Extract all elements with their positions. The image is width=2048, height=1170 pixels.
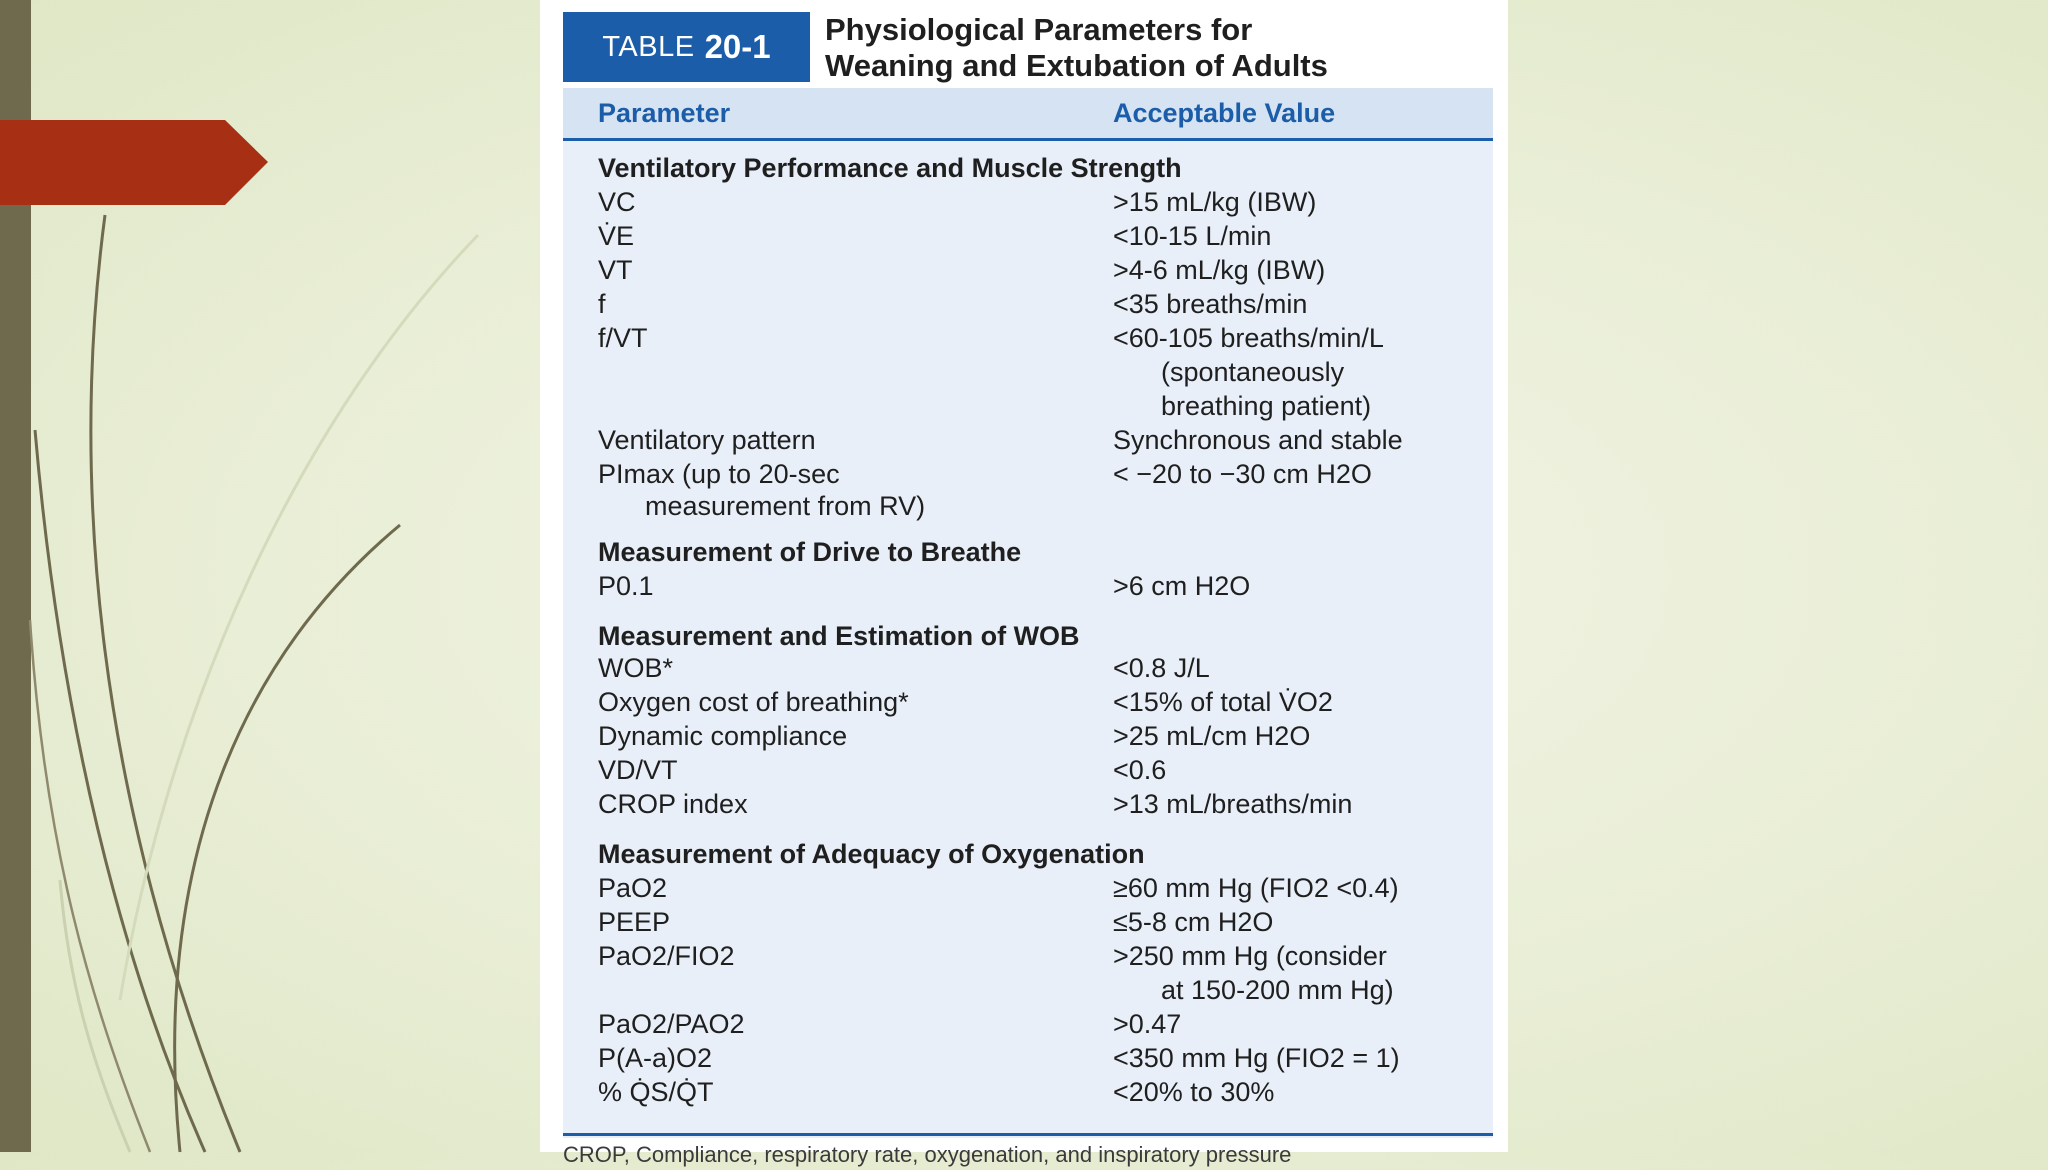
table-bottom-rule: [563, 1133, 1493, 1136]
section-heading: Measurement of Adequacy of Oxygenation: [598, 839, 1145, 869]
table-title-line-2: Weaning and Extubation of Adults: [825, 48, 1328, 83]
parameter-cell: PaO2: [598, 873, 668, 903]
value-cell: ≤5-8 cm H2O: [1113, 907, 1274, 937]
value-cell: >250 mm Hg (consider: [1113, 941, 1387, 971]
value-cell: >13 mL/breaths/min: [1113, 789, 1353, 819]
parameter-cell: P0.1: [598, 571, 654, 601]
column-header-row: [563, 88, 1493, 141]
table-tag-number: 20-1: [704, 28, 771, 65]
table-tag-word: TABLE: [602, 30, 695, 63]
table-number-badge: [563, 12, 810, 82]
section-heading: Ventilatory Performance and Muscle Strength: [598, 153, 1182, 183]
decorative-grass-strokes: [0, 0, 560, 1152]
value-cell: >25 mL/cm H2O: [1113, 721, 1311, 751]
parameter-cell: Ventilatory pattern: [598, 425, 816, 455]
value-cell: >15 mL/kg (IBW): [1113, 187, 1317, 217]
table-footnote: CROP, Compliance, respiratory rate, oxygenation, and inspiratory pressure: [563, 1142, 1292, 1167]
value-cell-continuation: at 150-200 mm Hg): [1161, 975, 1394, 1005]
value-cell: <20% to 30%: [1113, 1077, 1275, 1107]
value-cell: <35 breaths/min: [1113, 289, 1308, 319]
value-cell: >6 cm H2O: [1113, 571, 1251, 601]
parameter-cell: PaO2/FIO2: [598, 941, 735, 971]
column-header-parameter: Parameter: [598, 98, 731, 128]
parameter-cell: VC: [598, 187, 636, 217]
parameter-cell: PEEP: [598, 907, 671, 937]
parameter-cell: f: [598, 289, 606, 319]
parameter-cell: V̇E: [598, 221, 635, 251]
value-cell: <0.8 J/L: [1113, 653, 1210, 683]
table-title: [825, 12, 1475, 84]
parameter-cell: % Q̇S/Q̇T: [598, 1077, 714, 1107]
value-cell: <15% of total V̇O2: [1113, 687, 1333, 717]
value-cell: >0.47: [1113, 1009, 1182, 1039]
parameter-cell: P(A-a)O2: [598, 1043, 713, 1073]
value-cell: >4-6 mL/kg (IBW): [1113, 255, 1326, 285]
parameter-cell: PaO2/PAO2: [598, 1009, 745, 1039]
value-cell-continuation: breathing patient): [1161, 391, 1372, 421]
parameter-cell: VT: [598, 255, 633, 285]
parameter-cell: VD/VT: [598, 755, 678, 785]
value-cell: <350 mm Hg (FIO2 = 1): [1113, 1043, 1400, 1073]
value-cell: <60-105 breaths/min/L: [1113, 323, 1384, 353]
table-figure: [540, 0, 1508, 1167]
parameter-cell: CROP index: [598, 789, 748, 819]
parameter-cell: f/VT: [598, 323, 648, 353]
table-header: [563, 12, 1493, 84]
table-body: [563, 88, 1493, 1138]
value-cell: <10-15 L/min: [1113, 221, 1272, 251]
parameter-cell: Oxygen cost of breathing*: [598, 687, 909, 717]
table-title-line-1: Physiological Parameters for: [825, 12, 1253, 47]
parameter-cell: WOB*: [598, 653, 674, 683]
value-cell: ≥60 mm Hg (FIO2 <0.4): [1113, 873, 1399, 903]
section-heading: Measurement of Drive to Breathe: [598, 537, 1022, 567]
column-header-value: Acceptable Value: [1113, 98, 1336, 128]
parameter-cell: PImax (up to 20-sec: [598, 459, 840, 489]
value-cell-continuation: (spontaneously: [1161, 357, 1345, 387]
parameter-cell-continuation: measurement from RV): [645, 491, 926, 521]
value-cell: < −20 to −30 cm H2O: [1113, 459, 1372, 489]
value-cell: <0.6: [1113, 755, 1167, 785]
parameter-cell: Dynamic compliance: [598, 721, 848, 751]
value-cell: Synchronous and stable: [1113, 425, 1403, 455]
section-heading: Measurement and Estimation of WOB: [598, 621, 1080, 651]
